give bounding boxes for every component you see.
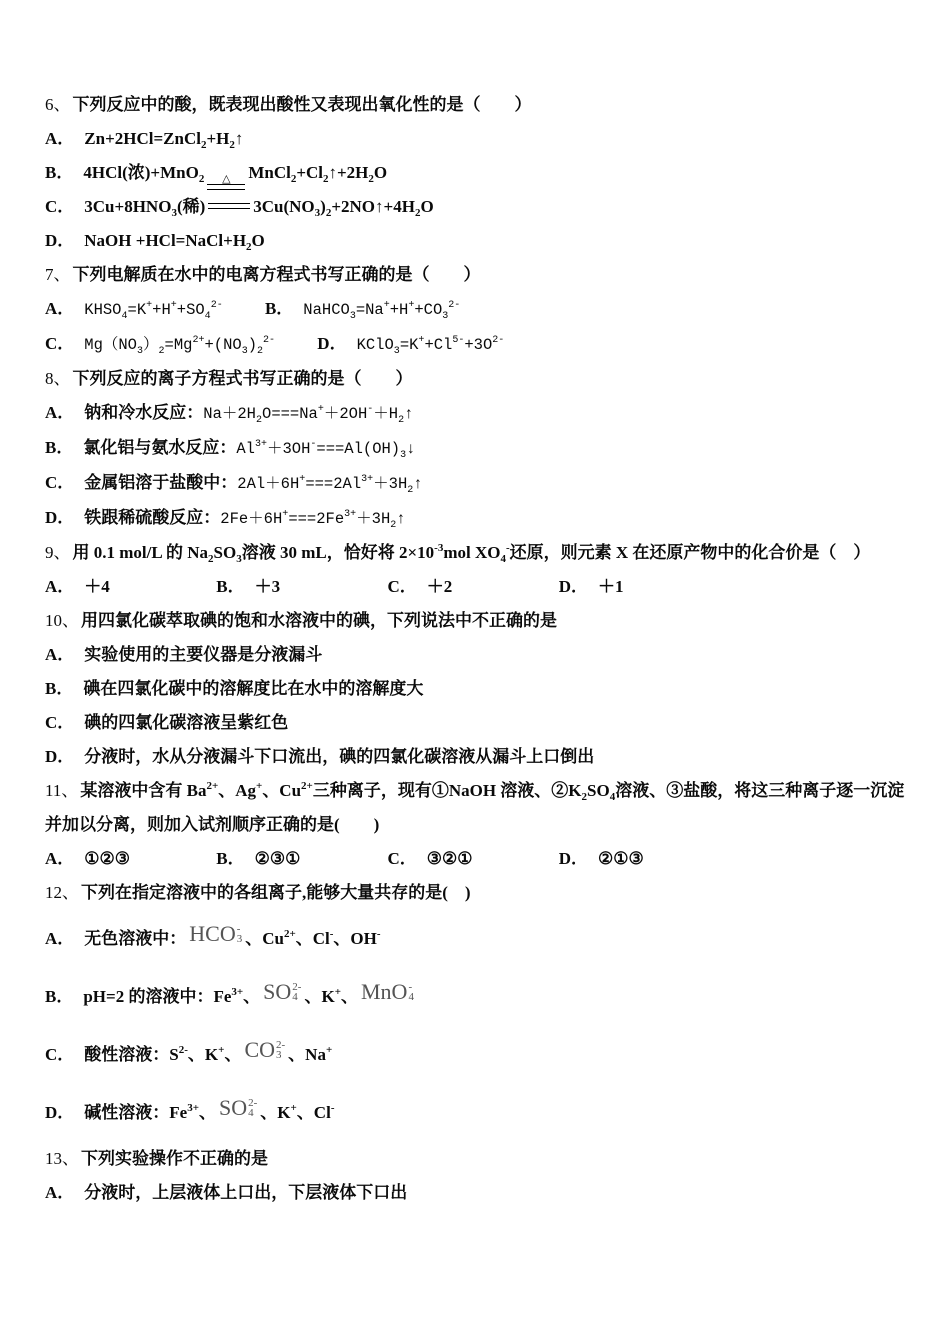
question-stem: 下列在指定溶液中的各组离子,能够大量共存的是( ) [81,883,471,902]
question-7-stem-line [45,258,905,292]
option-text: $KHSO_4=K^++H^++SO_4^{2-}$ [84,300,223,322]
option-label: D． [45,508,75,527]
question-13-option-a [45,1176,905,1210]
question-9-option-b [216,570,383,604]
question-stem: 某溶液中含有 $Ba^{2+}$、Ag+、$Cu^{2+}$三种离子，现有①NaOH 溶液、$②K_2SO_4$溶液、③盐酸，将这三种离子逐一沉淀并加以分离，则加入试剂顺序正确的是( ) [45,780,905,834]
question-13-stem-line [45,1142,905,1176]
question-10-option-c [45,706,905,740]
option-label: A． [45,1183,75,1202]
question-7-option-b [265,292,460,327]
option-label: A． [45,645,75,664]
question-number: 12、 [45,883,79,902]
question-9 [45,536,905,604]
double-line-equals-sign [208,203,250,209]
chem-formula-image: CO 2- 3 [244,1037,286,1062]
question-7-options-row-1 [45,292,905,327]
option-text: 氯化铝与氨水反应：$Al^{3+}+3OH^-===Al(OH)_3↓$ [83,438,416,461]
question-8-option-b [45,431,905,466]
question-11-option-d [559,842,726,876]
option-label: A． [45,299,75,318]
question-12-stem-line [45,876,905,910]
option-label: C． [387,849,417,868]
option-text: $KClO_3=K^++Cl^{5-}+3O^{2-}$ [356,335,505,357]
question-10-stem-line [45,604,905,638]
option-label: B． [45,438,74,457]
option-text: $Mg(NO_3)_2=Mg^{2+}+(NO_3)_2^{2-}$ [84,335,276,357]
option-text: ③②① [426,849,473,868]
option-text: 金属铝溶于盐酸中：$2Al+6H^+===2Al^{3+}+3H_2↑$ [84,473,423,496]
question-number: 8、 [45,369,71,388]
question-6-stem-line [45,88,905,122]
question-9-option-c [388,570,555,604]
option-text: ＋2 [426,577,453,596]
option-label: D． [45,231,75,250]
question-stem: 下列反应的离子方程式书写正确的是（ ） [72,369,413,388]
question-7-option-d [317,327,504,362]
question-6-option-c [45,190,905,224]
question-9-option-a [45,570,212,604]
question-7-options-row-2 [45,327,905,362]
question-12-option-c [45,1026,905,1084]
question-number: 11、 [45,781,79,800]
option-text: 碘在四氯化碳中的溶解度比在水中的溶解度大 [83,679,424,698]
question-11-stem-line [45,774,905,842]
option-label: D． [45,1103,75,1122]
option-label: A． [45,403,75,422]
heated-equals-sign: △ [207,174,245,190]
option-text: ②③① [254,849,301,868]
question-6 [45,88,905,258]
option-label: B． [216,849,245,868]
option-label: D． [558,849,589,868]
question-stem: 用四氯化碳萃取碘的饱和水溶液中的碘，下列说法中不正确的是 [81,611,557,630]
question-10-option-b [45,672,905,706]
question-stem: 下列实验操作不正确的是 [81,1149,268,1168]
question-number: 6、 [45,95,71,114]
question-stem: 下列电解质在水中的电离方程式书写正确的是（ ） [72,265,481,284]
option-label: B． [264,299,294,318]
option-label: B． [45,679,74,698]
question-11-option-c [388,842,555,876]
option-label: C． [45,473,75,492]
question-8 [45,362,905,536]
question-13 [45,1142,905,1210]
option-text: 分液时，上层液体上口出，下层液体下口出 [84,1183,408,1202]
question-12-option-a [45,910,905,968]
option-text: 实验使用的主要仪器是分液漏斗 [84,645,323,664]
question-stem: 下列反应中的酸，既表现出酸性又表现出氧化性的是（ ） [72,95,532,114]
question-10-option-a [45,638,905,672]
option-label: A． [45,577,75,596]
question-11 [45,774,905,876]
option-label: D． [317,334,347,353]
option-text: 钠和冷水反应：$Na+2H_2O===Na^++2OH^-+H_2↑$ [84,403,414,426]
option-label: A． [45,929,75,948]
option-text: 碘的四氯化碳溶液呈紫红色 [84,713,289,732]
chem-formula-image: MnO - 4 [360,979,414,1004]
question-stem: 用 0.1 mol/L 的 $Na_2SO_3$溶液 30 mL，恰好将 $2\times 10^{-3}mol$ $XO_4^-$还原，则元素 X 在还原产物中的化合价是（ ） [72,542,871,565]
question-9-option-d [559,570,726,604]
option-label: A． [45,849,75,868]
question-11-option-a [45,842,212,876]
question-7-option-c [45,327,275,362]
question-7 [45,258,905,362]
chem-formula-image: HCO - 3 [189,921,243,946]
question-number: 10、 [45,611,79,630]
question-9-stem-line [45,536,905,570]
question-10-option-d [45,740,905,774]
option-text: NaOH $+HCl=NaCl+H_2O$ [84,231,265,253]
option-label: C． [45,1045,75,1064]
option-label: C． [45,197,75,216]
chem-formula-image: SO 2- 4 [219,1095,258,1120]
option-label: B． [216,577,245,596]
question-7-option-a [45,292,223,327]
option-text: pH=2 的溶液中：$Fe^{3+}$、 SO 2- 4 、K+、 MnO - 4 [83,979,414,1006]
question-6-option-d [45,224,905,258]
option-text: 4HCl(浓)+MnO$_2$ △ $MnCl_2+Cl_2↑+2H_2O$ [83,163,387,182]
question-12 [45,876,905,1142]
option-label: C． [45,334,75,353]
question-6-option-a [45,122,905,156]
option-label: A． [45,129,75,148]
question-8-stem-line [45,362,905,396]
option-text: $3Cu+8HNO_3$(稀) $3Cu(NO_3)_2+2NO↑+4H_2O$ [84,197,434,219]
question-11-option-b [216,842,383,876]
option-text: ①②③ [84,849,131,868]
question-number: 7、 [45,265,71,284]
question-8-option-c [45,466,905,501]
option-label: C． [45,713,75,732]
question-number: 13、 [45,1149,79,1168]
question-10 [45,604,905,774]
chem-formula-image: SO 2- 4 [263,979,302,1004]
question-6-option-b [45,156,905,190]
option-text: 碱性溶液：$Fe^{3+}$、 SO 2- 4 、K+、Cl- [84,1095,335,1122]
question-number: 9、 [45,543,71,562]
question-12-option-d [45,1084,905,1142]
option-text: $NaHCO_3=Na^++H^++CO_3^{2-}$ [303,300,461,322]
option-label: D． [45,747,75,766]
option-text: ＋3 [254,577,281,596]
option-text: 无色溶液中： HCO - 3 、$Cu^{2+}$、Cl-、OH- [84,921,381,948]
question-12-option-b [45,968,905,1026]
option-label: D． [558,577,589,596]
option-text: 分液时，水从分液漏斗下口流出，碘的四氯化碳溶液从漏斗上口倒出 [84,747,595,766]
question-11-options-row [45,842,905,876]
option-label: B． [45,163,74,182]
option-text: $Zn+2HCl=ZnCl_2+H_2↑$ [84,129,244,151]
question-8-option-d [45,501,905,536]
option-label: C． [387,577,417,596]
option-label: B． [45,987,74,1006]
option-text: ＋4 [84,577,110,596]
question-9-options-row [45,570,905,604]
option-text: 酸性溶液：$S^{2-}$、K+、 CO 2- 3 、Na+ [84,1037,333,1064]
option-text: 铁跟稀硫酸反应：$2Fe+6H^+===2Fe^{3+}+3H_2↑$ [84,508,406,531]
question-8-option-a [45,396,905,431]
option-text: ＋1 [598,577,624,596]
option-text: ②①③ [598,849,644,868]
